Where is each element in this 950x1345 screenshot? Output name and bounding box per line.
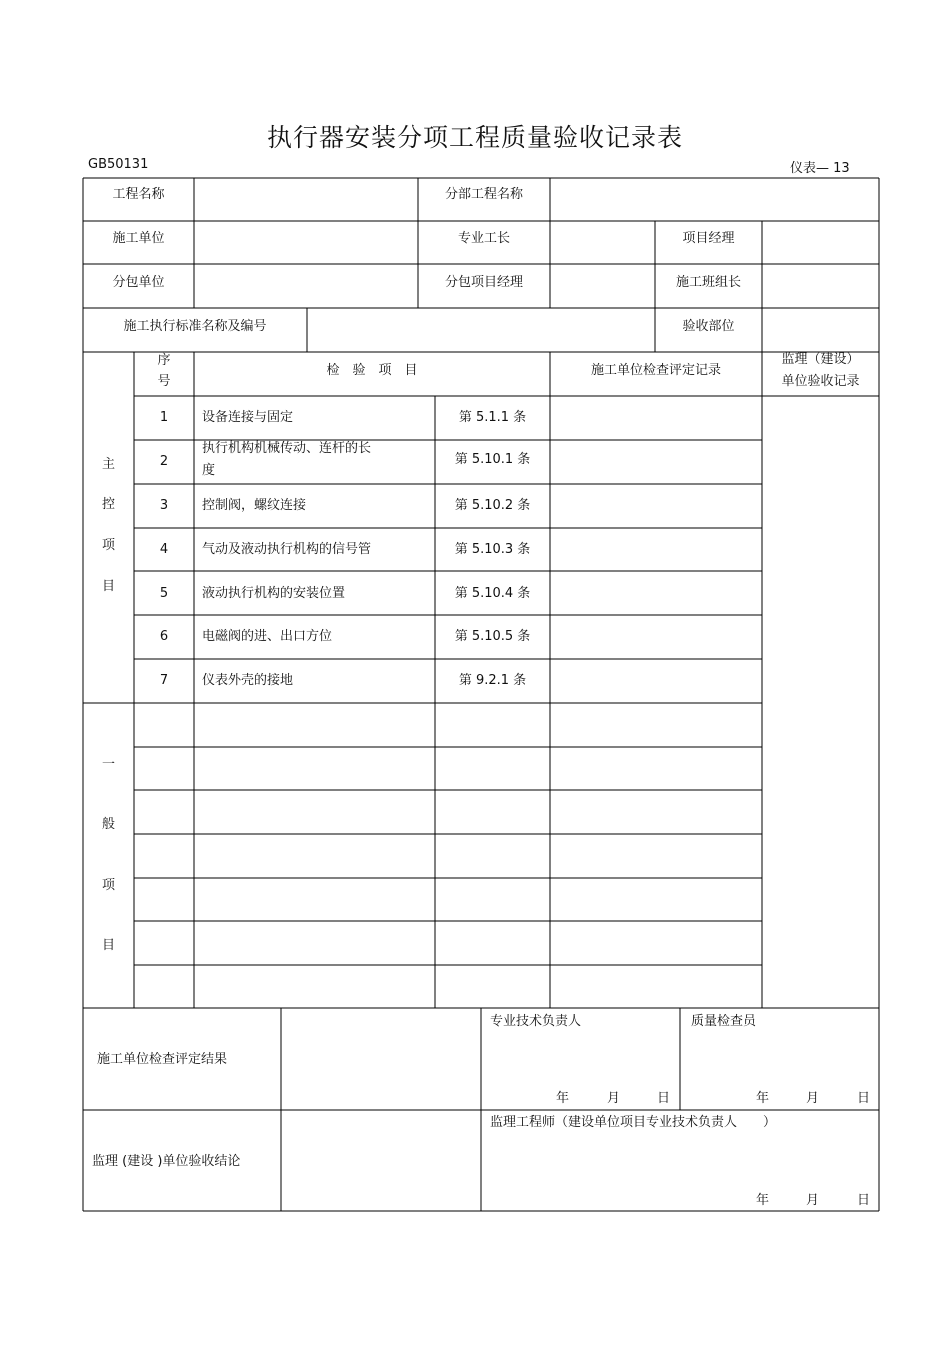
item-name: 电磁阀的进、出口方位	[202, 629, 333, 644]
team-leader-label: 施工班组长	[675, 275, 741, 290]
item-name-continued: 度	[202, 463, 216, 478]
project-name-label: 工程名称	[112, 187, 165, 202]
main-label-char: 主	[101, 457, 115, 472]
item-clause: 第 5.10.5 条	[454, 629, 531, 644]
item-number: 1	[159, 410, 169, 425]
item-clause: 第 5.10.3 条	[454, 542, 531, 557]
acceptance-part-label: 验收部位	[682, 319, 735, 334]
supervisor-record-header-1: 监理（建设）	[781, 352, 860, 367]
contractor-result-label: 施工单位检查评定结果	[97, 1052, 228, 1067]
item-name: 气动及液动执行机构的信号管	[202, 542, 372, 557]
supervisor-record-header-2: 单位验收记录	[781, 374, 860, 389]
item-clause: 第 9.2.1 条	[458, 673, 527, 688]
date-month: 月	[806, 1091, 820, 1106]
main-label-char: 目	[101, 579, 115, 594]
date-day: 日	[657, 1091, 671, 1106]
item-number: 7	[159, 673, 169, 688]
supervisor-engineer-label: 监理工程师（建设单位项目专业技术负责人 ）	[490, 1115, 777, 1130]
tech-leader-label: 专业技术负责人	[490, 1014, 582, 1029]
date-year: 年	[556, 1091, 570, 1106]
item-number: 3	[159, 498, 169, 513]
project-manager-label: 项目经理	[682, 231, 735, 246]
supervisor-conclusion-label: 监理 (建设 )单位验收结论	[92, 1154, 241, 1169]
date-month: 月	[607, 1091, 621, 1106]
date-month: 月	[806, 1193, 820, 1208]
item-name: 设备连接与固定	[202, 410, 294, 425]
sub-project-name-label: 分部工程名称	[444, 187, 523, 202]
item-number: 6	[159, 629, 169, 644]
standard-name-label: 施工执行标准名称及编号	[123, 319, 267, 334]
seq-header-2: 号	[157, 374, 171, 389]
item-clause: 第 5.1.1 条	[458, 410, 527, 425]
general-label-char: 目	[101, 938, 115, 953]
subcontract-unit-label: 分包单位	[112, 275, 165, 290]
specialty-foreman-label: 专业工长	[457, 231, 510, 246]
subcontract-pm-label: 分包项目经理	[444, 275, 523, 290]
inspection-item-header: 检 验 项 目	[326, 363, 418, 378]
item-name: 液动执行机构的安装位置	[202, 586, 346, 601]
general-label-char: 一	[101, 757, 115, 772]
item-name: 执行机构机械传动、连杆的长	[202, 441, 372, 456]
item-name: 仪表外壳的接地	[202, 673, 294, 688]
main-label-char: 项	[101, 538, 115, 553]
date-day: 日	[857, 1091, 871, 1106]
general-label-char: 般	[101, 817, 115, 832]
item-name: 控制阀，螺纹连接	[202, 498, 307, 513]
main-label-char: 控	[101, 497, 115, 512]
item-number: 4	[159, 542, 169, 557]
item-number: 5	[159, 586, 169, 601]
item-clause: 第 5.10.4 条	[454, 586, 531, 601]
form-title: 执行器安装分项工程质量验收记录表	[266, 123, 683, 152]
construction-unit-label: 施工单位	[112, 231, 165, 246]
seq-header-1: 序	[157, 353, 171, 368]
item-clause: 第 5.10.1 条	[454, 452, 531, 467]
date-year: 年	[756, 1091, 770, 1106]
contractor-record-header: 施工单位检查评定记录	[590, 363, 721, 378]
date-day: 日	[857, 1193, 871, 1208]
item-number: 2	[159, 454, 169, 469]
date-year: 年	[756, 1193, 770, 1208]
standard-code: GB50131	[88, 157, 149, 172]
general-label-char: 项	[101, 878, 115, 893]
item-clause: 第 5.10.2 条	[454, 498, 531, 513]
quality-inspector-label: 质量检查员	[691, 1014, 757, 1029]
form-number: 仪表— 13	[790, 161, 850, 176]
